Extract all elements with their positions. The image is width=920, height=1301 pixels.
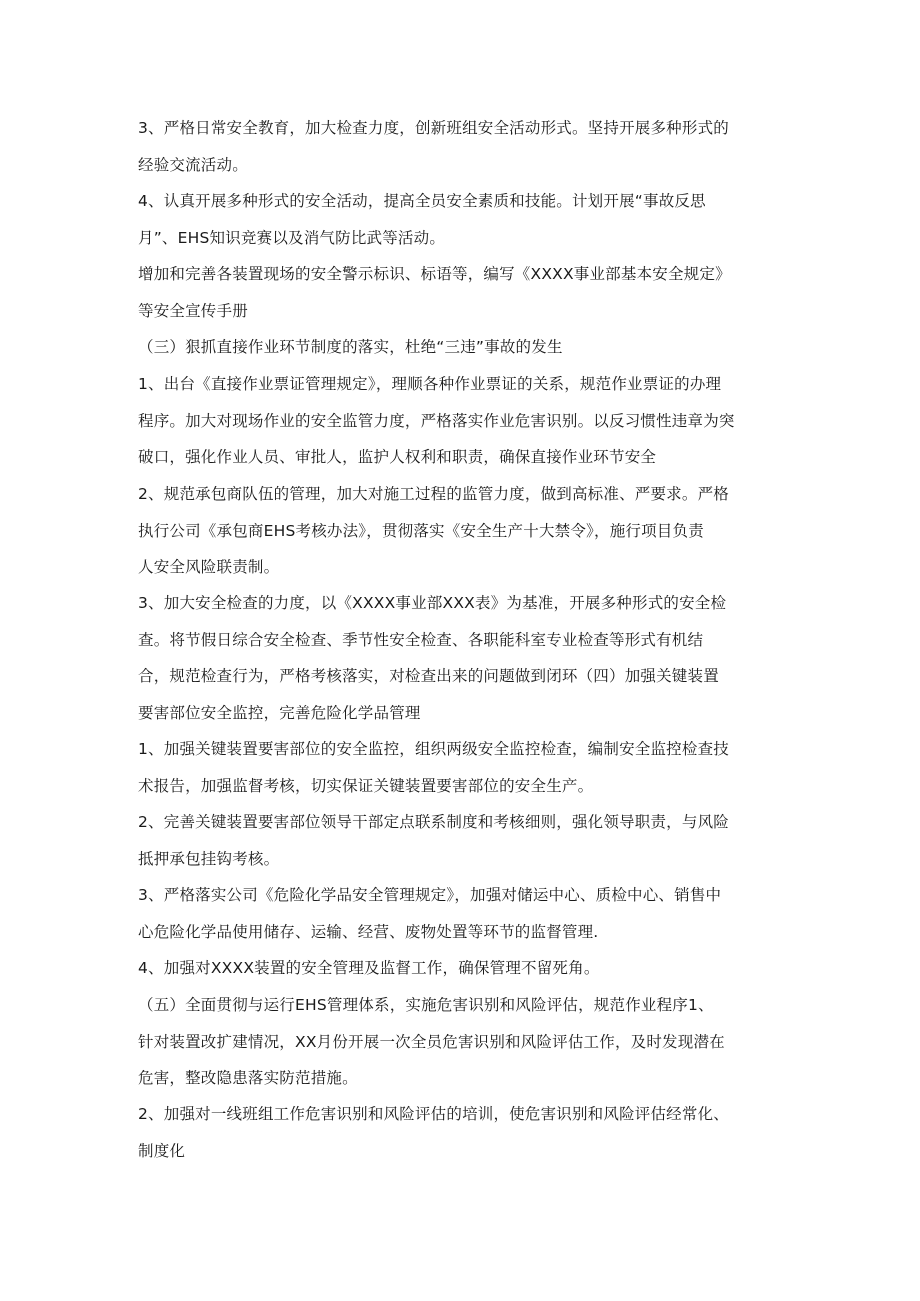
text-line: 制度化 [138,1141,186,1160]
paragraph-3-inspection [138,585,788,731]
paragraph-2-training [138,1096,788,1169]
paragraph-3-education [138,110,788,183]
paragraph-4-activities [138,183,788,256]
paragraph-ehs-system [138,987,788,1097]
section-heading-3 [138,329,788,366]
paragraph-2-contractors [138,476,788,586]
text-line: 经验交流活动。 [138,155,248,174]
text-line: 合，规范检查行为，严格考核落实，对检查出来的问题做到闭环（四）加强关键装置 [138,667,719,685]
text-line: 术报告，加强监督考核，切实保证关键装置要害部位的安全生产。 [138,776,594,795]
text-line: 针对装置改扩建情况，XX月份开展一次全员危害识别和风险评估工作，及时发现潜在 [138,1032,725,1051]
text-line: 心危险化学品使用储存、运输、经营、废物处置等环节的监督管理. [138,922,599,941]
text-line: 4、加强对XXXX装置的安全管理及监督工作，确保管理不留死角。 [138,959,600,977]
text-line: （五）全面贯彻与运行EHS管理体系，实施危害识别和风险评估，规范作业程序1、 [138,996,714,1014]
text-line: 执行公司《承包商EHS考核办法》，贯彻落实《安全生产十大禁令》，施行项目负责 [138,521,704,540]
text-line: 4、认真开展多种形式的安全活动，提高全员安全素质和技能。计划开展“事故反思 [138,192,706,210]
paragraph-signage [138,256,788,329]
text-line: 要害部位安全监控，完善危险化学品管理 [138,703,421,722]
text-line: 危害，整改隐患落实防范措施。 [138,1069,358,1087]
text-line: 程序。加大对现场作业的安全监管力度，严格落实作业危害识别。以反习惯性违章为突 [138,411,735,430]
text-line: 1、加强关键装置要害部位的安全监控，组织两级安全监控检查，编制安全监控检查技 [138,740,729,758]
paragraph-1-monitoring [138,731,788,804]
text-line: 查。将节假日综合安全检查、季节性安全检查、各职能科室专业检查等形式有机结 [138,630,704,649]
text-line: （三）狠抓直接作业环节制度的落实，杜绝“三违”事故的发生 [138,338,563,356]
text-line: 增加和完善各装置现场的安全警示标识、标语等，编写《XXXX事业部基本安全规定》 [138,265,731,283]
paragraph-3-chemicals [138,877,788,950]
text-line: 抵押承包挂钩考核。 [138,849,280,868]
text-line: 2、完善关键装置要害部位领导干部定点联系制度和考核细则，强化领导职责，与风险 [138,813,729,831]
text-line: 3、严格日常安全教育，加大检查力度，创新班组安全活动形式。坚持开展多种形式的 [138,119,729,137]
text-line: 月”、EHS知识竞赛以及消气防比武等活动。 [138,228,446,247]
text-line: 2、加强对一线班组工作危害识别和风险评估的培训，使危害识别和风险评估经常化、 [138,1105,729,1123]
text-line: 人安全风险联责制。 [138,558,280,576]
text-line: 3、加大安全检查的力度，以《XXXX事业部XXX表》为基准，开展多种形式的安全检 [138,594,727,612]
text-line: 2、规范承包商队伍的管理，加大对施工过程的监管力度，做到高标准、严要求。严格 [138,485,729,503]
text-line: 3、严格落实公司《危险化学品安全管理规定》，加强对储运中心、质检中心、销售中 [138,886,722,904]
paragraph-1-permits [138,366,788,476]
paragraph-2-leadership [138,804,788,877]
text-line: 1、出台《直接作业票证管理规定》，理顺各种作业票证的关系，规范作业票证的办理 [138,375,722,393]
text-line: 等安全宣传手册 [138,301,248,320]
text-line: 破口，强化作业人员、审批人，监护人权利和职责，确保直接作业环节安全 [138,448,657,466]
paragraph-4-device [138,950,788,987]
